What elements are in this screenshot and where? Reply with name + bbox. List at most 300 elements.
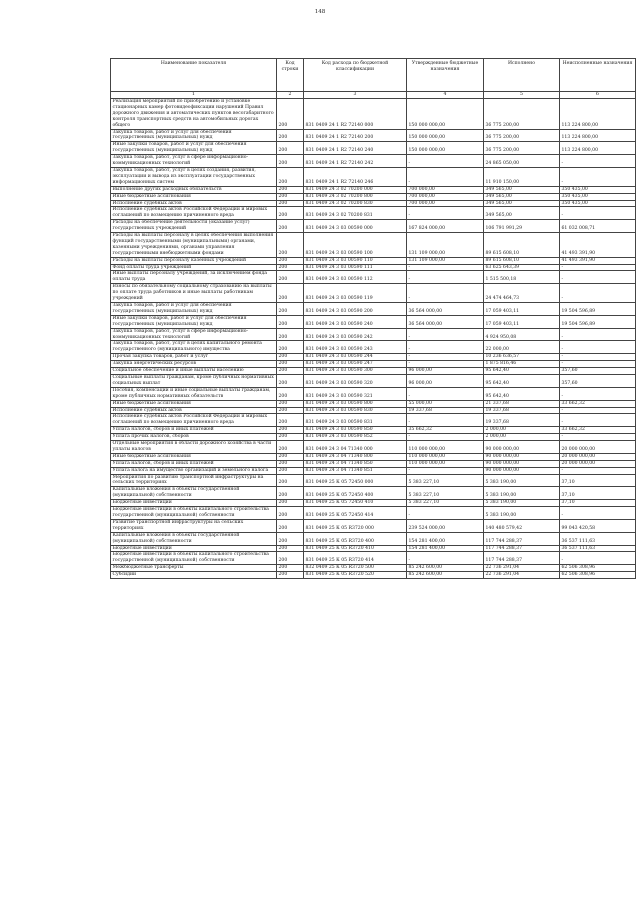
page-number: 148	[314, 9, 326, 15]
row-code-cell: 200	[277, 264, 304, 271]
row-unexecuted-cell: 37,10	[560, 474, 636, 487]
row-name-cell: Бюджетные инвестиции в объекты капитального строительства государственной (муниципальной) собственности	[111, 507, 277, 520]
table-row	[111, 99, 636, 130]
row-approved-cell: 150 000 000,00	[407, 129, 484, 142]
column-number-row	[111, 92, 636, 99]
row-code-cell: 200	[277, 129, 304, 142]
row-approved-cell: 5 383 227,10	[407, 474, 484, 487]
row-kbk-cell: 831 0409 24 3 03 00590 830	[304, 407, 407, 414]
row-code-cell: 200	[277, 441, 304, 454]
row-code-cell: 200	[277, 142, 304, 155]
table-row	[111, 207, 636, 220]
row-executed-cell: 5 383 190,00	[484, 500, 560, 507]
row-kbk-cell: 831 0409 25 К 05 72450 400	[304, 487, 407, 500]
row-unexecuted-cell: 41 493 391,90	[560, 257, 636, 264]
row-unexecuted-cell: 62 506 308,96	[560, 572, 636, 579]
row-name-cell: Иные бюджетные ассигнования	[111, 453, 277, 460]
column-number: 5	[484, 92, 560, 99]
table-row	[111, 474, 636, 487]
row-approved-cell: -	[407, 271, 484, 284]
row-approved-cell: 150 000 000,00	[407, 142, 484, 155]
table-row	[111, 500, 636, 507]
row-name-cell: Выполнение других расходных обязательств	[111, 186, 277, 193]
row-unexecuted-cell: 36 537 111,63	[560, 545, 636, 552]
row-executed-cell: 349 565,00	[484, 193, 560, 200]
table-row	[111, 434, 636, 441]
row-unexecuted-cell: 20 000 000,00	[560, 460, 636, 467]
row-code-cell: 200	[277, 532, 304, 545]
row-name-cell: Социальные выплаты гражданам, кроме публичных нормативных социальных выплат	[111, 374, 277, 387]
row-code-cell: 200	[277, 233, 304, 258]
row-name-cell: Расходы на обеспечение деятельности (оказание услуг) государственных учреждений	[111, 220, 277, 233]
row-code-cell: 200	[277, 200, 304, 207]
row-executed-cell: 22 736 291,04	[484, 572, 560, 579]
row-name-cell: Закупка товаров, работ, услуг в сфере информационно-коммуникационных технологий	[111, 328, 277, 341]
row-unexecuted-cell: -	[560, 434, 636, 441]
row-executed-cell: 90 000 000,00	[484, 441, 560, 454]
row-executed-cell: 17 059 403,11	[484, 315, 560, 328]
row-unexecuted-cell: 33 662,32	[560, 427, 636, 434]
row-code-cell: 200	[277, 207, 304, 220]
row-approved-cell: 36 564 000,00	[407, 303, 484, 316]
row-executed-cell: 36 775 200,00	[484, 129, 560, 142]
row-code-cell: 200	[277, 467, 304, 474]
row-name-cell: Иные бюджетные ассигнования	[111, 400, 277, 407]
table-header-row	[111, 59, 636, 92]
row-unexecuted-cell: -	[560, 207, 636, 220]
table-row	[111, 167, 636, 186]
row-name-cell: Закупка товаров, работ, услуг в целях капитального ремонта государственного (муниципального) имущества	[111, 341, 277, 354]
row-approved-cell: 167 824 000,00	[407, 220, 484, 233]
table-row	[111, 328, 636, 341]
row-executed-cell: 4 924 950,08	[484, 328, 560, 341]
column-number: 4	[407, 92, 484, 99]
row-code-cell: 200	[277, 193, 304, 200]
row-kbk-cell: 831 0409 25 К 05 72450 414	[304, 507, 407, 520]
row-unexecuted-cell: 61 032 008,71	[560, 220, 636, 233]
row-approved-cell: 110 000 000,00	[407, 453, 484, 460]
row-code-cell: 200	[277, 427, 304, 434]
row-unexecuted-cell: 36 537 111,63	[560, 532, 636, 545]
row-code-cell: 200	[277, 500, 304, 507]
row-approved-cell: -	[407, 264, 484, 271]
row-kbk-cell: 831 0409 24 1 R2 72140 242	[304, 155, 407, 168]
row-executed-cell: 349 565,00	[484, 186, 560, 193]
row-unexecuted-cell: 113 224 800,00	[560, 99, 636, 130]
row-code-cell: 200	[277, 99, 304, 130]
row-code-cell: 200	[277, 387, 304, 400]
row-unexecuted-cell: 350 435,00	[560, 200, 636, 207]
row-name-cell: Исполнение судебных актов	[111, 200, 277, 207]
table-row	[111, 565, 636, 572]
row-executed-cell: 117 744 288,37	[484, 552, 560, 565]
row-name-cell: Взносы по обязательному социальному страхованию на выплаты по оплате труда работников и иные выплаты работникам учреждений	[111, 284, 277, 303]
row-unexecuted-cell: 357,60	[560, 374, 636, 387]
row-kbk-cell: 831 0409 24 3 03 00590 243	[304, 341, 407, 354]
row-approved-cell: 5 383 227,10	[407, 500, 484, 507]
table-row	[111, 193, 636, 200]
table-row	[111, 487, 636, 500]
row-unexecuted-cell: 19 504 596,89	[560, 303, 636, 316]
row-kbk-cell: 831 0409 25 К 05 R3720 410	[304, 545, 407, 552]
table-row	[111, 400, 636, 407]
row-name-cell: Уплата налога на имущество организаций и земельного налога	[111, 467, 277, 474]
row-approved-cell: 131 109 000,00	[407, 233, 484, 258]
table-row	[111, 341, 636, 354]
row-executed-cell: 349 565,00	[484, 207, 560, 220]
table-row	[111, 264, 636, 271]
row-kbk-cell: 831 0409 24 3 03 00590 000	[304, 220, 407, 233]
row-kbk-cell: 831 0409 25 К 05 72450 410	[304, 500, 407, 507]
table-row	[111, 414, 636, 427]
row-name-cell: Закупка товаров, работ и услуг для обеспечения государственных (муниципальных) нужд	[111, 129, 277, 142]
table-row	[111, 519, 636, 532]
row-executed-cell: 117 744 288,37	[484, 545, 560, 552]
row-unexecuted-cell: 62 506 308,96	[560, 565, 636, 572]
row-approved-cell: -	[407, 467, 484, 474]
row-approved-cell: 154 281 400,00	[407, 532, 484, 545]
row-code-cell: 200	[277, 368, 304, 375]
row-approved-cell: 110 000 000,00	[407, 460, 484, 467]
row-approved-cell: 96 000,00	[407, 368, 484, 375]
row-executed-cell: 22 000,00	[484, 341, 560, 354]
row-name-cell: Уплата прочих налогов, сборов	[111, 434, 277, 441]
column-number: 3	[304, 92, 407, 99]
row-code-cell: 200	[277, 374, 304, 387]
row-unexecuted-cell: 41 493 391,90	[560, 233, 636, 258]
table-row	[111, 368, 636, 375]
row-executed-cell: 19 337,68	[484, 414, 560, 427]
row-unexecuted-cell: 20 000 000,00	[560, 441, 636, 454]
row-code-cell: 200	[277, 361, 304, 368]
table-row	[111, 467, 636, 474]
row-unexecuted-cell: 113 224 800,00	[560, 142, 636, 155]
row-unexecuted-cell: -	[560, 284, 636, 303]
row-approved-cell: 85 242 600,00	[407, 565, 484, 572]
row-approved-cell: 700 000,00	[407, 193, 484, 200]
row-executed-cell: 140 480 579,42	[484, 519, 560, 532]
row-executed-cell: 22 736 291,04	[484, 565, 560, 572]
row-approved-cell: -	[407, 387, 484, 400]
row-name-cell: Закупка энергетических ресурсов	[111, 361, 277, 368]
row-name-cell: Закупка товаров, работ, услуг в сфере информационно-коммуникационных технологий	[111, 155, 277, 168]
row-kbk-cell: 831 0409 24 3 03 00590 100	[304, 233, 407, 258]
table-row	[111, 427, 636, 434]
row-unexecuted-cell: 350 435,00	[560, 186, 636, 193]
row-executed-cell: 2 000,00	[484, 434, 560, 441]
row-name-cell: Реализация мероприятий по приобретению и установке стационарных камер фотовидеофиксации нарушений Правил дорожного движения и автоматических пунктов весогабаритного контроля транспортных средств на автомобильных дорогах общего	[111, 99, 277, 130]
row-name-cell: Исполнение судебных актов Российской Федерации и мировых соглашений по возмещению причиненного вреда	[111, 207, 277, 220]
row-executed-cell: 10 236 636,57	[484, 354, 560, 361]
row-name-cell: Капитальные вложения в объекты государственной (муниципальной) собственности	[111, 487, 277, 500]
row-approved-cell: 154 281 400,00	[407, 545, 484, 552]
row-unexecuted-cell: -	[560, 354, 636, 361]
row-name-cell: Бюджетные инвестиции	[111, 500, 277, 507]
table-row	[111, 374, 636, 387]
row-kbk-cell: 831 0409 24 3 03 00590 110	[304, 257, 407, 264]
row-executed-cell: 1 875 816,46	[484, 361, 560, 368]
row-kbk-cell: 831 0409 24 3 03 00590 244	[304, 354, 407, 361]
row-executed-cell: 89 615 608,10	[484, 257, 560, 264]
row-unexecuted-cell: 357,60	[560, 368, 636, 375]
row-kbk-cell: 831 0409 24 3 04 71340 000	[304, 441, 407, 454]
row-kbk-cell: 831 0409 24 3 03 00590 240	[304, 315, 407, 328]
row-name-cell: Уплата налогов, сборов и иных платежей	[111, 427, 277, 434]
row-unexecuted-cell: 350 435,00	[560, 193, 636, 200]
row-code-cell: 200	[277, 434, 304, 441]
row-executed-cell: 95 642,40	[484, 368, 560, 375]
row-unexecuted-cell: 33 662,32	[560, 400, 636, 407]
table-row	[111, 257, 636, 264]
row-code-cell: 200	[277, 341, 304, 354]
row-name-cell: Закупка товаров, работ, услуг в целях создания, развития, эксплуатации и вывода из эксплуатации государственных информационных систем	[111, 167, 277, 186]
row-code-cell: 200	[277, 460, 304, 467]
row-kbk-cell: 831 0409 24 1 R2 72140 000	[304, 99, 407, 130]
row-unexecuted-cell: -	[560, 552, 636, 565]
table-row	[111, 354, 636, 361]
header-name: Наименование показателя	[111, 59, 277, 92]
row-code-cell: 200	[277, 400, 304, 407]
row-code-cell: 200	[277, 519, 304, 532]
row-executed-cell: 90 000 000,00	[484, 460, 560, 467]
row-name-cell: Социальное обеспечение и иные выплаты населению	[111, 368, 277, 375]
row-approved-cell: 36 564 000,00	[407, 315, 484, 328]
row-executed-cell: 36 775 200,00	[484, 142, 560, 155]
row-kbk-cell: 831 0409 24 3 04 71340 850	[304, 460, 407, 467]
row-executed-cell: 5 383 190,00	[484, 507, 560, 520]
table-row	[111, 572, 636, 579]
row-unexecuted-cell: 99 043 420,58	[560, 519, 636, 532]
table-row	[111, 233, 636, 258]
row-unexecuted-cell: 20 000 000,00	[560, 453, 636, 460]
row-executed-cell: 95 642,40	[484, 374, 560, 387]
row-unexecuted-cell: -	[560, 328, 636, 341]
row-kbk-cell: 831 0409 24 3 03 00590 119	[304, 284, 407, 303]
row-kbk-cell: 831 0409 25 К 05 R3720 520	[304, 572, 407, 579]
row-executed-cell: 117 744 288,37	[484, 532, 560, 545]
row-name-cell: Бюджетные инвестиции	[111, 545, 277, 552]
row-code-cell: 200	[277, 572, 304, 579]
table-row	[111, 407, 636, 414]
row-approved-cell: -	[407, 167, 484, 186]
row-unexecuted-cell: 37,10	[560, 500, 636, 507]
row-approved-cell: -	[407, 155, 484, 168]
row-kbk-cell: 831 0409 25 К 05 R3720 414	[304, 552, 407, 565]
table-row	[111, 142, 636, 155]
row-executed-cell: 17 059 403,11	[484, 303, 560, 316]
table-row	[111, 129, 636, 142]
row-name-cell: Прочая закупка товаров, работ и услуг	[111, 354, 277, 361]
table-row	[111, 441, 636, 454]
table-row	[111, 271, 636, 284]
header-kbk: Код расхода по бюджетной классификации	[304, 59, 407, 92]
row-kbk-cell: 831 0409 24 3 02 70200 000	[304, 186, 407, 193]
row-approved-cell: -	[407, 361, 484, 368]
row-approved-cell: 96 000,00	[407, 374, 484, 387]
row-unexecuted-cell: -	[560, 387, 636, 400]
row-approved-cell: 110 000 000,00	[407, 441, 484, 454]
row-code-cell: 200	[277, 315, 304, 328]
row-unexecuted-cell: -	[560, 167, 636, 186]
row-code-cell: 200	[277, 220, 304, 233]
row-kbk-cell: 831 0409 24 3 03 00590 242	[304, 328, 407, 341]
row-unexecuted-cell: -	[560, 264, 636, 271]
row-kbk-cell: 831 0409 25 К 05 72450 000	[304, 474, 407, 487]
column-number: 2	[277, 92, 304, 99]
table-row	[111, 545, 636, 552]
row-unexecuted-cell: -	[560, 414, 636, 427]
row-executed-cell: 1 515 500,18	[484, 271, 560, 284]
row-approved-cell: -	[407, 328, 484, 341]
row-unexecuted-cell: 37,10	[560, 487, 636, 500]
row-executed-cell: 24 474 464,73	[484, 284, 560, 303]
row-executed-cell: 11 910 150,00	[484, 167, 560, 186]
row-kbk-cell: 831 0409 24 3 03 00590 321	[304, 387, 407, 400]
row-kbk-cell: 831 0409 24 3 04 71340 800	[304, 453, 407, 460]
table-row	[111, 155, 636, 168]
row-code-cell: 200	[277, 552, 304, 565]
row-kbk-cell: 831 0409 24 3 03 00590 320	[304, 374, 407, 387]
row-code-cell: 200	[277, 487, 304, 500]
row-executed-cell: 89 615 608,10	[484, 233, 560, 258]
row-name-cell: Уплата налогов, сборов и иных платежей	[111, 460, 277, 467]
row-code-cell: 200	[277, 284, 304, 303]
column-number: 6	[560, 92, 636, 99]
table-row	[111, 200, 636, 207]
row-executed-cell: 95 642,40	[484, 387, 560, 400]
header-code: Код строки	[277, 59, 304, 92]
row-name-cell: Отдельные мероприятия в области дорожного хозяйства в части уплаты налогов	[111, 441, 277, 454]
row-name-cell: Субсидии	[111, 572, 277, 579]
header-unexecuted: Неисполненные назначения	[560, 59, 636, 92]
row-executed-cell: 5 383 190,00	[484, 474, 560, 487]
row-executed-cell: 19 337,68	[484, 407, 560, 414]
row-kbk-cell: 831 0409 24 3 03 00590 300	[304, 368, 407, 375]
row-name-cell: Развитие транспортной инфраструктуры на сельских территориях	[111, 519, 277, 532]
row-kbk-cell: 831 0409 25 К 05 R3720 400	[304, 532, 407, 545]
row-approved-cell: 700 000,00	[407, 186, 484, 193]
row-approved-cell: 150 000 000,00	[407, 99, 484, 130]
row-kbk-cell: 831 0409 24 3 02 70200 830	[304, 200, 407, 207]
row-name-cell: Бюджетные инвестиции в объекты капитального строительства государственной (муниципальной) собственности	[111, 552, 277, 565]
row-unexecuted-cell: -	[560, 361, 636, 368]
row-name-cell: Фонд оплаты труда учреждений	[111, 264, 277, 271]
row-code-cell: 200	[277, 155, 304, 168]
row-executed-cell: 2 000,00	[484, 427, 560, 434]
row-code-cell: 200	[277, 257, 304, 264]
row-name-cell: Исполнение судебных актов Российской Федерации и мировых соглашений по возмещению причиненного вреда	[111, 414, 277, 427]
row-unexecuted-cell: -	[560, 467, 636, 474]
row-approved-cell: 5 383 227,10	[407, 487, 484, 500]
table-row	[111, 552, 636, 565]
row-unexecuted-cell: -	[560, 341, 636, 354]
row-unexecuted-cell: -	[560, 155, 636, 168]
budget-execution-table	[110, 58, 636, 579]
table-row	[111, 453, 636, 460]
row-kbk-cell: 831 0409 24 3 04 71340 851	[304, 467, 407, 474]
row-name-cell: Расходы на выплаты персоналу в целях обеспечения выполнения функций государственными (муниципальными) органами, казенными учреждениями, органами управления государственными внебюджетными фондами	[111, 233, 277, 258]
row-approved-cell: 700 000,00	[407, 200, 484, 207]
row-executed-cell: 5 383 190,00	[484, 487, 560, 500]
table-row	[111, 315, 636, 328]
row-name-cell: Межбюджетные трансферты	[111, 565, 277, 572]
row-approved-cell: -	[407, 507, 484, 520]
table-row	[111, 507, 636, 520]
row-code-cell: 200	[277, 407, 304, 414]
row-code-cell: 200	[277, 271, 304, 284]
row-executed-cell: 24 865 050,00	[484, 155, 560, 168]
row-executed-cell: 63 625 643,39	[484, 264, 560, 271]
row-kbk-cell: 831 0409 24 3 03 00590 111	[304, 264, 407, 271]
row-name-cell: Пособия, компенсации и иные социальные выплаты гражданам, кроме публичных нормативных обязательств	[111, 387, 277, 400]
row-kbk-cell: 831 0409 24 3 03 00590 200	[304, 303, 407, 316]
row-unexecuted-cell: 19 504 596,89	[560, 315, 636, 328]
row-approved-cell: -	[407, 354, 484, 361]
row-approved-cell: -	[407, 434, 484, 441]
row-executed-cell: 36 775 200,00	[484, 99, 560, 130]
row-approved-cell: -	[407, 414, 484, 427]
table-row	[111, 361, 636, 368]
row-approved-cell: -	[407, 552, 484, 565]
row-approved-cell: 19 337,68	[407, 407, 484, 414]
row-code-cell: 200	[277, 545, 304, 552]
row-name-cell: Иные выплаты персоналу учреждений, за исключением фонда оплаты труда	[111, 271, 277, 284]
row-name-cell: Иные закупки товаров, работ и услуг для обеспечения государственных (муниципальных) нужд	[111, 315, 277, 328]
row-code-cell: 200	[277, 453, 304, 460]
row-executed-cell: 21 337,68	[484, 400, 560, 407]
row-kbk-cell: 831 0409 24 3 03 00590 112	[304, 271, 407, 284]
table-row	[111, 186, 636, 193]
row-unexecuted-cell: -	[560, 271, 636, 284]
row-executed-cell: 106 791 991,29	[484, 220, 560, 233]
row-unexecuted-cell: -	[560, 407, 636, 414]
row-approved-cell: 239 524 000,00	[407, 519, 484, 532]
row-executed-cell: 349 565,00	[484, 200, 560, 207]
column-number: 1	[111, 92, 277, 99]
row-name-cell: Исполнение судебных актов	[111, 407, 277, 414]
row-code-cell: 200	[277, 565, 304, 572]
row-kbk-cell: 831 0409 24 3 03 00590 247	[304, 361, 407, 368]
row-kbk-cell: 831 0409 24 3 03 00590 852	[304, 434, 407, 441]
row-unexecuted-cell: -	[560, 507, 636, 520]
row-approved-cell: -	[407, 341, 484, 354]
row-code-cell: 200	[277, 167, 304, 186]
row-executed-cell: 90 000 000,00	[484, 453, 560, 460]
row-kbk-cell: 831 0409 24 3 02 70200 800	[304, 193, 407, 200]
header-executed: Исполнено	[484, 59, 560, 92]
row-code-cell: 200	[277, 507, 304, 520]
row-name-cell: Иные закупки товаров, работ и услуг для обеспечения государственных (муниципальных) нужд	[111, 142, 277, 155]
row-approved-cell: 35 662,32	[407, 427, 484, 434]
row-kbk-cell: 831 0409 24 3 03 00590 800	[304, 400, 407, 407]
row-approved-cell: -	[407, 207, 484, 220]
row-name-cell: Расходы на выплаты персоналу казенных учреждений	[111, 257, 277, 264]
row-kbk-cell: 831 0409 24 3 03 00590 831	[304, 414, 407, 427]
row-executed-cell: 90 000 000,00	[484, 467, 560, 474]
row-approved-cell: 85 242 600,00	[407, 572, 484, 579]
row-unexecuted-cell: 113 224 800,00	[560, 129, 636, 142]
row-kbk-cell: 831 0409 24 1 R2 72140 246	[304, 167, 407, 186]
table-row	[111, 387, 636, 400]
row-approved-cell: 55 000,00	[407, 400, 484, 407]
row-kbk-cell: 831 0409 24 3 03 00590 850	[304, 427, 407, 434]
row-kbk-cell: 831 0409 24 1 R2 72140 200	[304, 129, 407, 142]
row-name-cell: Закупка товаров, работ и услуг для обеспечения государственных (муниципальных) нужд	[111, 303, 277, 316]
row-approved-cell: 131 109 000,00	[407, 257, 484, 264]
row-kbk-cell: 832 0409 25 К 05 R3720 500	[304, 565, 407, 572]
row-code-cell: 200	[277, 354, 304, 361]
table-row	[111, 303, 636, 316]
